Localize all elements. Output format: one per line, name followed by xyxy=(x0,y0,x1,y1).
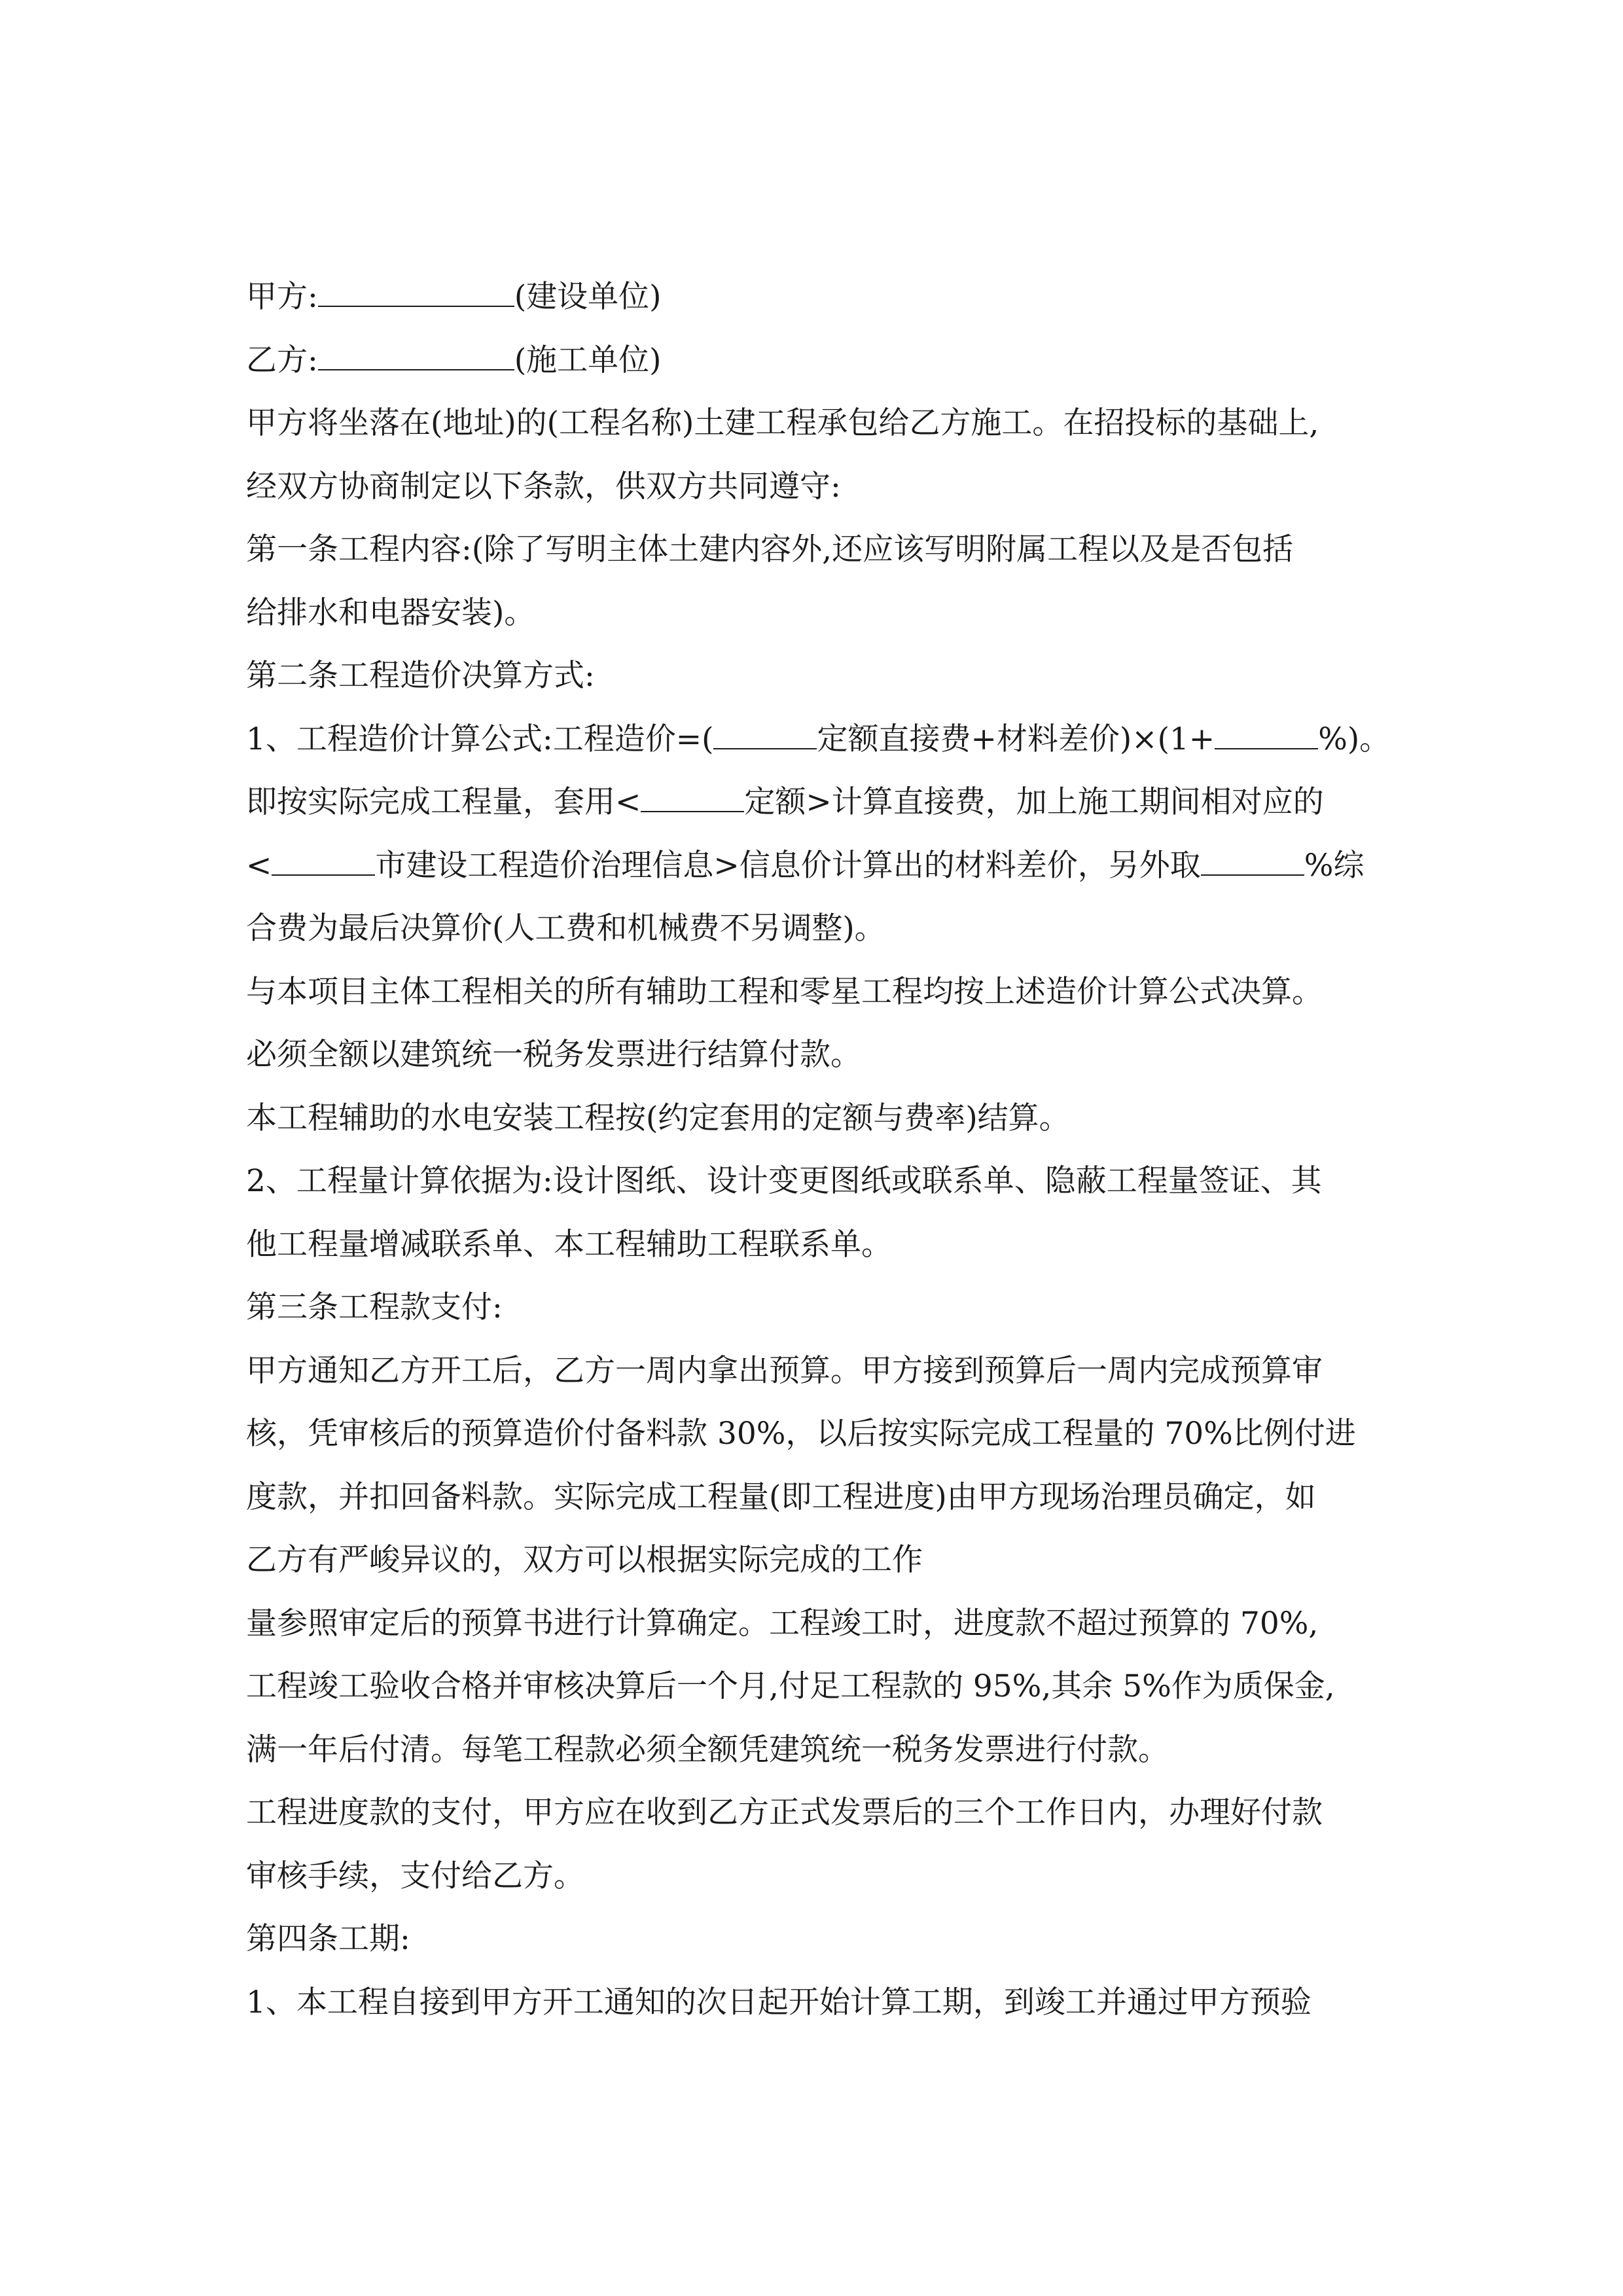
article-3-line-8: 工程进度款的支付，甲方应在收到乙方正式发票后的三个工作日内，办理好付款 xyxy=(246,1795,1323,1831)
quota-blank xyxy=(713,720,817,749)
line-3-part-b: 市建设工程造价治理信息>信息价计算出的材料差价，另外取 xyxy=(375,847,1201,884)
line-2-part-a: 即按实际完成工程量，套用< xyxy=(246,784,641,820)
article-2-line-6: 必须全额以建筑统一税务发票进行结算付款。 xyxy=(246,1037,861,1073)
intro-line-1: 甲方将坐落在(地址)的(工程名称)土建工程承包给乙方施工。在招投标的基础上, xyxy=(246,405,1319,441)
article-3-line-4: 乙方有严峻异议的，双方可以根据实际完成的工作 xyxy=(246,1542,923,1578)
article-4-title: 第四条工期: xyxy=(246,1921,410,1957)
article-3-title: 第三条工程款支付: xyxy=(246,1289,503,1325)
party-a-blank xyxy=(318,278,514,307)
article-2-line-3 xyxy=(246,834,1398,898)
article-2-line-2 xyxy=(246,771,1398,834)
party-b-line xyxy=(246,329,1398,393)
article-3-line-9: 审核手续，支付给乙方。 xyxy=(246,1857,584,1894)
article-2-title: 第二条工程造价决算方式: xyxy=(246,658,595,694)
intro-line-2: 经双方协商制定以下条款，供双方共同遵守: xyxy=(246,468,841,505)
rate-blank xyxy=(1215,720,1318,749)
article-1-line-2: 给排水和电器安装)。 xyxy=(246,594,535,631)
party-a-label: 甲方: xyxy=(246,279,318,315)
article-2-line-5: 与本项目主体工程相关的所有辅助工程和零星工程均按上述造价计算公式决算。 xyxy=(246,973,1323,1010)
line-2-part-b: 定额>计算直接费，加上施工期间相对应的 xyxy=(744,784,1324,820)
article-3-line-3: 度款，并扣回备料款。实际完成工程量(即工程进度)由甲方现场治理员确定，如 xyxy=(246,1479,1316,1515)
fee-rate-blank xyxy=(1201,846,1304,875)
article-3-line-7: 满一年后付清。每笔工程款必须全额凭建筑统一税务发票进行付款。 xyxy=(246,1731,1169,1768)
article-1-line-1: 第一条工程内容:(除了写明主体土建内容外,还应该写明附属工程以及是否包括 xyxy=(246,531,1294,567)
line-3-part-a: < xyxy=(246,847,272,884)
article-3-line-1: 甲方通知乙方开工后，乙方一周内拿出预算。甲方接到预算后一周内完成预算审 xyxy=(246,1352,1323,1389)
formula-part-a: 1、工程造价计算公式:工程造价=( xyxy=(246,721,714,757)
article-3-line-5: 量参照审定后的预算书进行计算确定。工程竣工时，进度款不超过预算的 70%, xyxy=(246,1605,1319,1641)
party-b-role: (施工单位) xyxy=(514,342,662,378)
article-3-line-2: 核，凭审核后的预算造价付备料款 30%，以后按实际完成工程量的 70%比例付进 xyxy=(246,1416,1356,1452)
formula-part-b: 定额直接费+材料差价)×(1+ xyxy=(817,721,1215,757)
formula-part-c: %)。 xyxy=(1318,721,1391,757)
article-2-line-8: 2、工程量计算依据为:设计图纸、设计变更图纸或联系单、隐蔽工程量签证、其 xyxy=(246,1163,1322,1199)
party-b-blank xyxy=(318,341,514,370)
article-2-line-9: 他工程量增减联系单、本工程辅助工程联系单。 xyxy=(246,1226,892,1263)
line-3-part-c: %综 xyxy=(1304,847,1364,884)
party-a-role: (建设单位) xyxy=(514,279,662,315)
article-2-line-4: 合费为最后决算价(人工费和机械费不另调整)。 xyxy=(246,910,885,946)
quota-name-blank xyxy=(641,783,744,812)
party-a-line xyxy=(246,266,1398,329)
article-2-line-7: 本工程辅助的水电安装工程按(约定套用的定额与费率)结算。 xyxy=(246,1100,1070,1136)
article-4-line-1: 1、本工程自接到甲方开工通知的次日起开始计算工期，到竣工并通过甲方预验 xyxy=(246,1984,1311,2020)
contract-body xyxy=(246,266,1398,2034)
article-2-formula-line xyxy=(246,708,1398,772)
city-blank xyxy=(272,846,375,875)
article-3-line-6: 工程竣工验收合格并审核决算后一个月,付足工程款的 95%,其余 5%作为质保金, xyxy=(246,1668,1335,1704)
party-b-label: 乙方: xyxy=(246,342,318,378)
